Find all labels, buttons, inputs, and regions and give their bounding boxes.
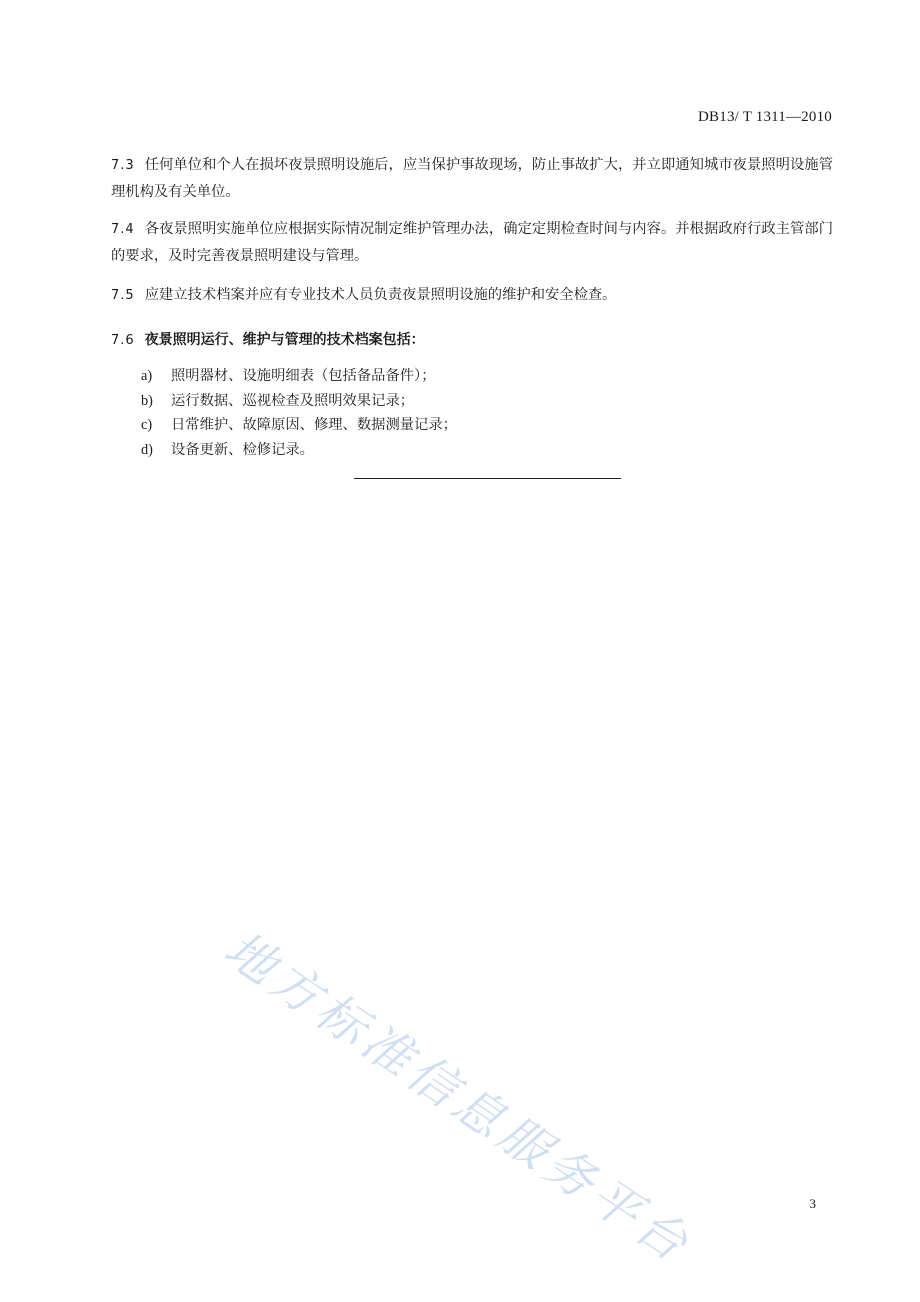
document-code: DB13/ T 1311—2010 [698,109,832,125]
section-7-6 [111,327,833,354]
archive-list [141,364,457,462]
list-text: 运行数据、巡视检查及照明效果记录； [171,392,415,409]
section-7-3 [111,152,833,206]
section-number: 7.4 [111,222,135,237]
section-text: 各夜景照明实施单位应根据实际情况制定维护管理办法，确定定期检查时间与内容。并根据政府行政主管部门的要求，及时完善夜景照明建设与管理。 [111,221,833,264]
list-marker: d) [141,441,153,458]
section-7-4 [111,216,833,270]
section-text: 任何单位和个人在损坏夜景照明设施后，应当保护事故现场，防止事故扩大，并立即通知城市夜景照明设施管理机构及有关单位。 [111,157,833,200]
list-text: 日常维护、故障原因、修理、数据测量记录； [171,417,457,433]
section-heading: 夜景照明运行、维护与管理的技术档案包括： [144,332,425,348]
page-number: 3 [809,1196,816,1211]
watermark: 地方标准信息服务平台 [214,920,702,1276]
section-7-5 [111,282,833,309]
section-number: 7.6 [111,333,135,348]
list-marker: c) [141,417,153,433]
list-marker: a) [141,368,153,384]
list-item [141,413,457,438]
list-item [141,389,457,414]
list-item [141,364,457,389]
list-text: 设备更新、检修记录。 [171,441,314,458]
section-text: 应建立技术档案并应有专业技术人员负责夜景照明设施的维护和安全检查。 [144,287,617,303]
end-of-document-rule [354,478,621,479]
list-text: 照明器材、设施明细表（包括备品备件）； [171,368,436,384]
section-number: 7.3 [111,158,135,173]
list-item [141,438,457,463]
list-marker: b) [141,392,153,409]
section-number: 7.5 [111,288,135,303]
